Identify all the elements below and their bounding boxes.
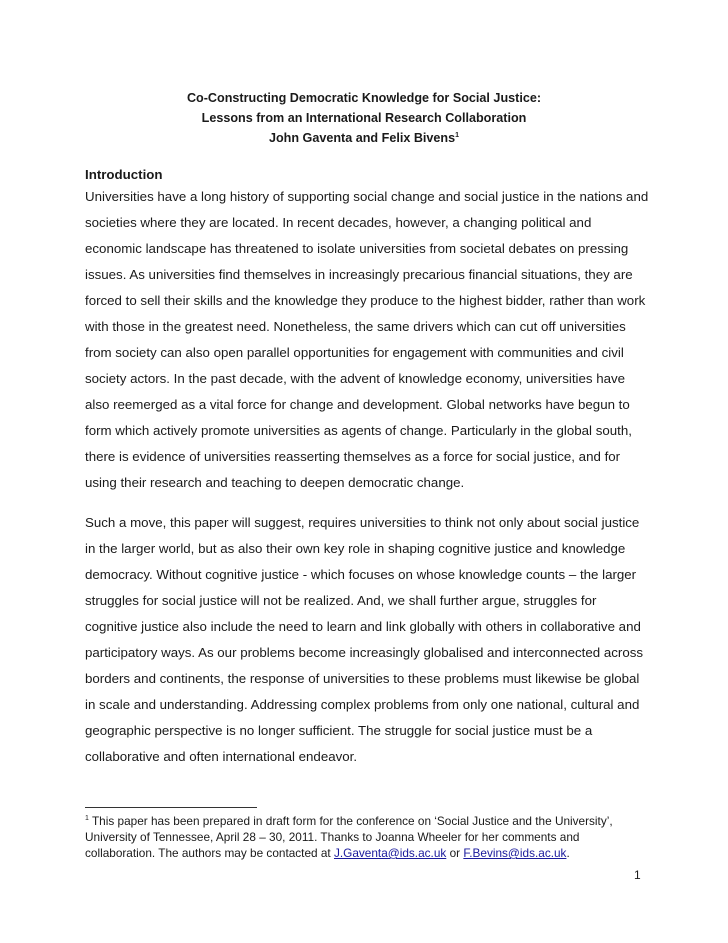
paragraph-line: economic landscape has threatened to isolate universities from societal debates on pressing <box>85 241 629 256</box>
authors-text: John Gaventa and Felix Bivens <box>268 131 456 145</box>
paragraph-line: borders and continents, the response of universities to these problems must likewise be global <box>85 671 640 686</box>
section-heading-introduction: Introduction <box>85 167 163 182</box>
paragraph-line: struggles for social justice will not be realized. And, we shall further argue, struggles for <box>85 593 597 608</box>
paragraph-line: from society can also open parallel opportunities for engagement with communities and civil <box>85 345 624 360</box>
footnote-text-1: This paper has been prepared in draft form for the conference on ‘Social Justice and the University’, <box>88 814 613 828</box>
paragraph-line: society actors. In the past decade, with the advent of knowledge economy, universities have <box>85 371 626 386</box>
paragraph-line: democracy. Without cognitive justice - which focuses on whose knowledge counts – the larger <box>85 567 637 582</box>
footnote-marker: 1 <box>85 815 89 823</box>
footnote-connector: or <box>446 846 464 860</box>
footnote-end: . <box>566 846 570 860</box>
paper-authors <box>0 128 728 148</box>
paragraph-line: in scale and understanding. Addressing complex problems from only one national, cultural and <box>85 697 640 712</box>
paragraph-line: participatory ways. As our problems become increasingly globalised and interconnected across <box>85 645 644 660</box>
email-link-bivens[interactable]: F.Bevins@ids.ac.uk <box>463 846 567 860</box>
paper-title-line-1: Co-Constructing Democratic Knowledge for Social Justice: <box>186 91 542 105</box>
footnote-line-3 <box>85 845 645 861</box>
authors-footnote-marker[interactable]: 1 <box>455 131 460 139</box>
footnote-line-2: University of Tennessee, April 28 – 30, 2011. Thanks to Joanna Wheeler for her comments and <box>85 830 580 844</box>
paragraph-line: using their research and teaching to deepen democratic change. <box>85 475 465 490</box>
footnote-divider <box>85 807 257 808</box>
page-number: 1 <box>634 868 641 882</box>
paragraph-1 <box>85 184 649 496</box>
paragraph-2 <box>85 510 645 770</box>
paragraph-line: societies where they are located. In recent decades, however, a changing political and <box>85 215 592 230</box>
paragraph-line: collaborative and often international endeavor. <box>85 749 358 764</box>
paragraph-line: cognitive justice also include the need to learn and link globally with others in collaborative and <box>85 619 641 634</box>
paragraph-line: there is evidence of universities reasserting themselves as a force for social justice, and for <box>85 449 621 464</box>
paragraph-line: issues. As universities find themselves in increasingly precarious financial situations, they are <box>85 267 633 282</box>
paragraph-line: with those in the greatest need. Nonetheless, the same drivers which can cut off universities <box>85 319 626 334</box>
footnote-line-1 <box>85 813 645 829</box>
paragraph-line: forced to sell their skills and the knowledge they produce to the highest bidder, rather than work <box>85 293 646 308</box>
email-link-gaventa[interactable]: J.Gaventa@ids.ac.uk <box>333 846 447 860</box>
paper-title-line-2: Lessons from an International Research Collaboration <box>201 111 527 125</box>
title-block <box>0 88 728 148</box>
footnote <box>85 813 645 861</box>
paragraph-line: form which actively promote universities as agents of change. Particularly in the global south, <box>85 423 632 438</box>
paragraph-line: geographic perspective is no longer sufficient. The struggle for social justice must be a <box>85 723 593 738</box>
paragraph-line: Universities have a long history of supporting social change and social justice in the nations and <box>85 189 649 204</box>
paragraph-line: Such a move, this paper will suggest, requires universities to think not only about social justice <box>85 515 640 530</box>
footnote-text-3: collaboration. The authors may be contacted at <box>85 846 334 860</box>
paragraph-line: also reemerged as a vital force for change and development. Global networks have begun to <box>85 397 630 412</box>
paragraph-line: in the larger world, but as also their own key role in shaping cognitive justice and knowledge <box>85 541 626 556</box>
